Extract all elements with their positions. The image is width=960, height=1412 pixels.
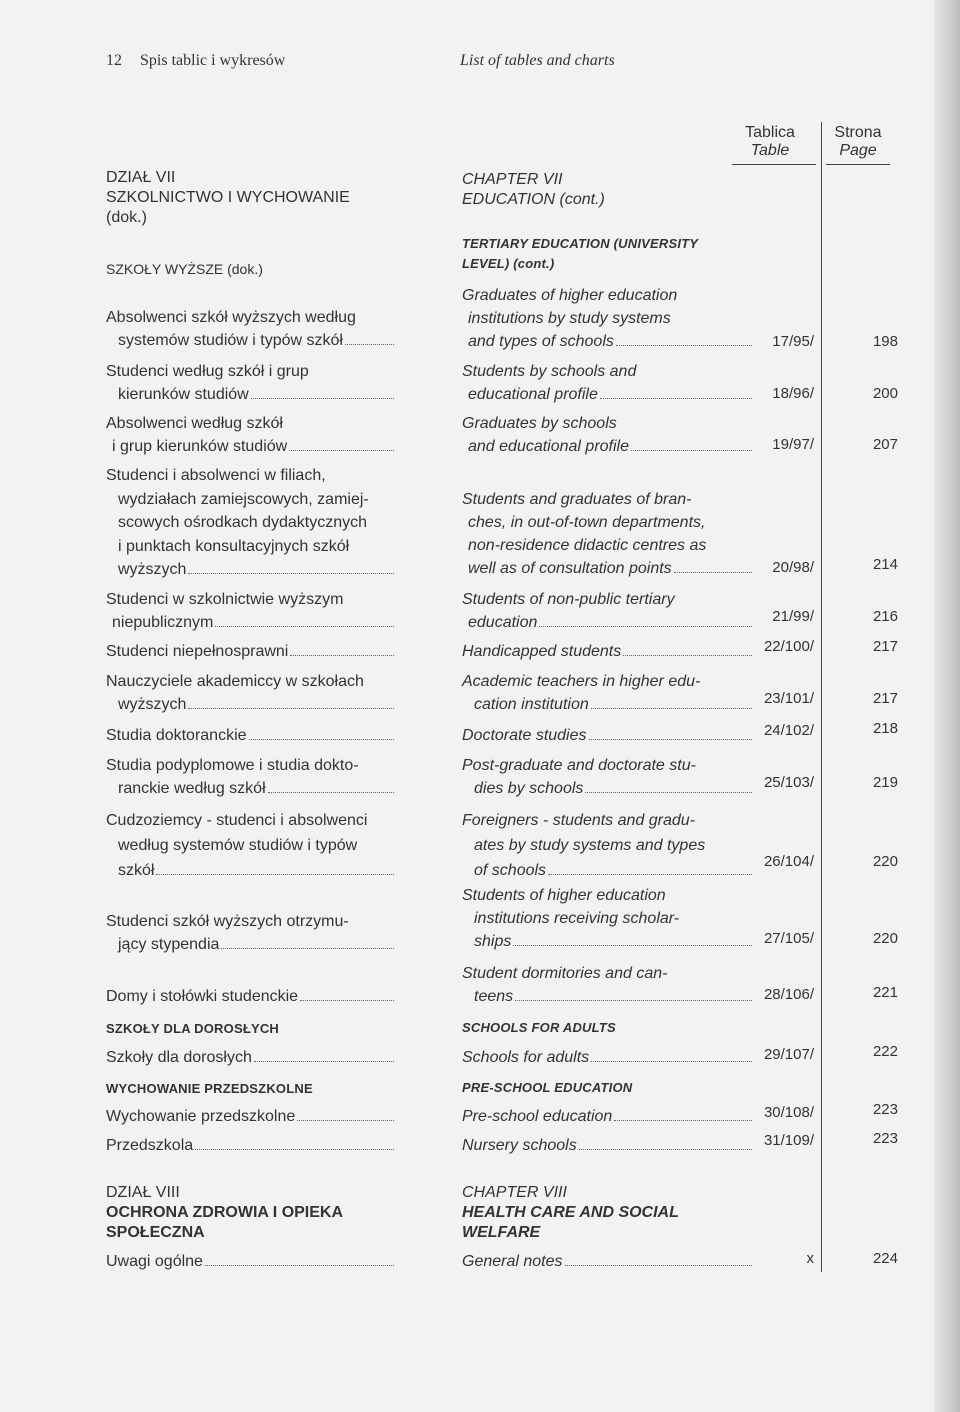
column-header-table bbox=[728, 124, 812, 160]
leader-dots bbox=[205, 1265, 394, 1266]
entry-pl-line bbox=[106, 435, 396, 458]
entry-en-text: ships bbox=[474, 933, 512, 950]
leader-dots bbox=[345, 344, 394, 345]
page-ref: 216 bbox=[872, 608, 898, 625]
entry-pl-text: jący stypendia bbox=[118, 936, 220, 953]
entry-en-line: Students by schools and bbox=[462, 363, 637, 380]
entry-en bbox=[462, 1250, 754, 1273]
section-preschool-pl: WYCHOWANIE PRZEDSZKOLNE bbox=[106, 1081, 313, 1096]
table-number: 19/97/ bbox=[772, 436, 814, 453]
entry-pl-text: Szkoły dla dorosłych bbox=[106, 1049, 252, 1066]
section-adults-en: SCHOOLS FOR ADULTS bbox=[462, 1020, 616, 1035]
entry-en-text: educational profile bbox=[468, 386, 598, 403]
running-title-en: List of tables and charts bbox=[460, 52, 615, 69]
entry-en bbox=[462, 670, 754, 716]
entry-en-text: Doctorate studies bbox=[462, 727, 587, 744]
chapter8-pl-title-line: OCHRONA ZDROWIA I OPIEKA bbox=[106, 1204, 344, 1221]
entry-pl-line bbox=[106, 724, 396, 747]
entry-en bbox=[462, 1105, 754, 1128]
entry-pl-line: i punktach konsultacyjnych szkół bbox=[118, 537, 350, 555]
column-header-tablica: Tablica bbox=[745, 124, 795, 141]
entry-en bbox=[462, 1046, 754, 1069]
entry-en-line: Students of higher education bbox=[462, 887, 666, 904]
entry-pl-text: Uwagi ogólne bbox=[106, 1253, 203, 1270]
entry-en-line: ches, in out-of-town departments, bbox=[468, 514, 706, 531]
leader-dots bbox=[565, 1265, 752, 1266]
entry-en bbox=[462, 360, 754, 406]
entry-pl-line bbox=[106, 777, 396, 800]
entry-pl bbox=[106, 1046, 396, 1069]
entry-en-line bbox=[462, 930, 754, 953]
table-number: 31/109/ bbox=[763, 1132, 814, 1149]
entry-en bbox=[462, 284, 754, 353]
entry-pl-text: niepublicznym bbox=[112, 614, 214, 631]
chapter8-en-heading bbox=[462, 1183, 754, 1243]
entry-en bbox=[462, 808, 754, 883]
entry-pl bbox=[106, 306, 396, 352]
entry-en-line: ates by study systems and types bbox=[474, 837, 706, 854]
entry-en-text: and types of schools bbox=[468, 333, 614, 350]
entry-pl-line: Studenci i absolwenci w filiach, bbox=[106, 467, 326, 484]
entry-en bbox=[462, 640, 754, 663]
chapter8-pl-title-line: SPOŁECZNA bbox=[106, 1224, 205, 1241]
entry-pl-text: i grup kierunków studiów bbox=[112, 438, 288, 455]
leader-dots bbox=[300, 1000, 394, 1001]
entry-pl-line bbox=[106, 1046, 396, 1069]
entry-pl bbox=[106, 985, 396, 1008]
leader-dots bbox=[515, 1000, 752, 1001]
entry-pl-text: Przedszkola bbox=[106, 1137, 194, 1154]
leader-dots bbox=[215, 626, 394, 627]
entry-pl-text: ranckie według szkół bbox=[118, 780, 266, 797]
entry-pl-text: wyższych bbox=[118, 561, 187, 578]
leader-dots bbox=[156, 874, 394, 875]
page-ref: 220 bbox=[872, 853, 898, 870]
entry-en-text: cation institution bbox=[474, 696, 589, 713]
leader-dots bbox=[188, 708, 394, 709]
entry-pl-line bbox=[106, 1134, 396, 1157]
entry-pl bbox=[106, 724, 396, 747]
entry-pl-line: Studenci w szkolnictwie wyższym bbox=[106, 591, 344, 608]
entry-en-line bbox=[462, 724, 754, 747]
entry-pl-line bbox=[106, 611, 396, 634]
entry-en-line: Student dormitories and can- bbox=[462, 965, 668, 982]
table-number: 20/98/ bbox=[772, 559, 814, 576]
entry-en bbox=[462, 962, 754, 1008]
leader-dots bbox=[616, 345, 752, 346]
entry-pl bbox=[106, 1134, 396, 1157]
entry-en bbox=[462, 488, 754, 580]
entry-pl-line: Studia podyplomowe i studia dokto- bbox=[106, 757, 359, 774]
table-number: 21/99/ bbox=[772, 608, 814, 625]
entry-pl-text: systemów studiów i typów szkół bbox=[118, 332, 343, 349]
entry-pl-line: Studenci według szkół i grup bbox=[106, 363, 309, 380]
section-adults-pl: SZKOŁY DLA DOROSŁYCH bbox=[106, 1021, 280, 1036]
table-number: 23/101/ bbox=[763, 690, 814, 707]
leader-dots bbox=[614, 1120, 752, 1121]
entry-pl-line: Absolwenci według szkół bbox=[106, 415, 283, 432]
chapter7-pl-title: SZKOLNICTWO I WYCHOWANIE bbox=[106, 189, 350, 206]
entry-pl-line: Absolwenci szkół wyższych według bbox=[106, 309, 356, 326]
page-ref: 217 bbox=[872, 690, 898, 707]
page-ref: 200 bbox=[872, 385, 898, 402]
page-ref: 221 bbox=[872, 984, 898, 1001]
entry-pl bbox=[106, 910, 396, 956]
section-tertiary-pl: SZKOŁY WYŻSZE (dok.) bbox=[106, 261, 263, 277]
entry-en-line bbox=[462, 611, 754, 634]
entry-pl-line bbox=[106, 640, 396, 663]
chapter7-pl-cont: (dok.) bbox=[106, 209, 147, 226]
entry-en-text: Handicapped students bbox=[462, 643, 622, 660]
leader-dots bbox=[251, 398, 394, 399]
entry-en-line bbox=[462, 858, 754, 883]
entry-pl-text: Domy i stołówki studenckie bbox=[106, 988, 299, 1005]
chapter8-pl-label: DZIAŁ VIII bbox=[106, 1184, 180, 1201]
entry-en bbox=[462, 1134, 754, 1157]
entry-pl-line bbox=[106, 1105, 396, 1128]
table-number: 17/95/ bbox=[772, 333, 814, 350]
entry-en-line bbox=[462, 383, 754, 406]
entry-en-line: Students and graduates of bran- bbox=[462, 491, 692, 508]
chapter8-en-label: CHAPTER VIII bbox=[462, 1184, 567, 1201]
entry-en bbox=[462, 412, 754, 458]
chapter8-en-title-line: WELFARE bbox=[462, 1224, 541, 1241]
entry-pl-text: Studenci niepełnosprawni bbox=[106, 643, 289, 660]
leader-dots bbox=[589, 739, 752, 740]
entry-en bbox=[462, 754, 754, 800]
leader-dots bbox=[249, 739, 394, 740]
entry-en-line bbox=[462, 640, 754, 663]
leader-dots bbox=[539, 626, 752, 627]
leader-dots bbox=[591, 1061, 752, 1062]
entry-en-line bbox=[462, 557, 754, 580]
chapter7-pl-heading bbox=[106, 168, 396, 228]
entry-en-line bbox=[462, 693, 754, 716]
entry-en-line bbox=[462, 330, 754, 353]
entry-en-line bbox=[462, 985, 754, 1008]
table-number: 27/105/ bbox=[763, 930, 814, 947]
table-number: x bbox=[806, 1250, 814, 1267]
leader-dots bbox=[600, 398, 752, 399]
entry-en-text: Pre-school education bbox=[462, 1108, 613, 1125]
leader-dots bbox=[297, 1120, 394, 1121]
chapter8-en-title-line: HEALTH CARE AND SOCIAL bbox=[462, 1204, 679, 1221]
chapter7-en-label: CHAPTER VII bbox=[462, 171, 563, 188]
column-divider bbox=[821, 122, 822, 1272]
entry-en-text: Schools for adults bbox=[462, 1049, 590, 1066]
table-number: 25/103/ bbox=[763, 774, 814, 791]
entry-pl bbox=[106, 670, 396, 716]
entry-en-line: Graduates by schools bbox=[462, 415, 617, 432]
section-preschool-en: PRE-SCHOOL EDUCATION bbox=[462, 1080, 633, 1095]
entry-en-line: non-residence didactic centres as bbox=[468, 537, 707, 554]
section-tertiary-en-line1: TERTIARY EDUCATION (UNIVERSITY bbox=[462, 236, 699, 251]
entry-pl-text: Wychowanie przedszkolne bbox=[106, 1108, 296, 1125]
entry-pl-text: kierunków studiów bbox=[118, 386, 249, 403]
section-tertiary-en-line2: LEVEL) (cont.) bbox=[462, 256, 555, 271]
entry-en-line: Students of non-public tertiary bbox=[462, 591, 675, 608]
entry-en-line bbox=[462, 1134, 754, 1157]
entry-en-line: Academic teachers in higher edu- bbox=[462, 673, 701, 690]
entry-pl-line bbox=[106, 693, 396, 716]
entry-en-text: education bbox=[468, 614, 538, 631]
leader-dots bbox=[195, 1149, 394, 1150]
page-ref: 220 bbox=[872, 930, 898, 947]
entry-en-text: General notes bbox=[462, 1253, 563, 1270]
chapter7-pl-label: DZIAŁ VII bbox=[106, 169, 176, 186]
entry-pl bbox=[106, 754, 396, 800]
table-number: 22/100/ bbox=[763, 638, 814, 655]
column-header-page-en: Page bbox=[839, 142, 877, 159]
page-ref: 222 bbox=[872, 1043, 898, 1060]
entry-pl bbox=[106, 588, 396, 634]
entry-pl-line: według systemów studiów i typów bbox=[118, 837, 358, 854]
entry-pl-line: Nauczyciele akademiccy w szkołach bbox=[106, 673, 364, 690]
leader-dots bbox=[221, 948, 394, 949]
entry-pl-line bbox=[106, 383, 396, 406]
entry-pl bbox=[106, 1105, 396, 1128]
leader-dots bbox=[188, 573, 394, 574]
entry-en-line: Foreigners - students and gradu- bbox=[462, 812, 696, 829]
page-ref: 223 bbox=[872, 1101, 898, 1118]
header-rule-left bbox=[732, 164, 816, 165]
chapter8-pl-heading bbox=[106, 1183, 396, 1243]
entry-pl-line: Cudzoziemcy - studenci i absolwenci bbox=[106, 812, 368, 829]
leader-dots bbox=[579, 1149, 752, 1150]
entry-pl-line bbox=[106, 858, 396, 883]
entry-en-text: teens bbox=[474, 988, 514, 1005]
running-title-pl: Spis tablic i wykresów bbox=[140, 52, 286, 69]
entry-pl-line bbox=[106, 558, 396, 582]
page-ref: 214 bbox=[872, 556, 898, 573]
page-ref: 223 bbox=[872, 1130, 898, 1147]
entry-en-line bbox=[462, 777, 754, 800]
entry-en-line bbox=[462, 1046, 754, 1069]
page-number: 12 bbox=[106, 52, 122, 69]
entry-pl bbox=[106, 808, 396, 883]
page-ref: 218 bbox=[872, 720, 898, 737]
entry-pl bbox=[106, 360, 396, 406]
entry-en-text: well as of consultation points bbox=[468, 560, 672, 577]
entry-en-text: and educational profile bbox=[468, 438, 630, 455]
entry-en-line: Post-graduate and doctorate stu- bbox=[462, 757, 696, 774]
entry-en-text: Nursery schools bbox=[462, 1137, 577, 1154]
entry-en-text: of schools bbox=[474, 862, 547, 879]
column-header-table-en: Table bbox=[750, 142, 790, 159]
entry-en bbox=[462, 588, 754, 634]
entry-pl-line bbox=[106, 985, 396, 1008]
leader-dots bbox=[254, 1061, 394, 1062]
page-ref: 224 bbox=[872, 1250, 898, 1267]
leader-dots bbox=[513, 945, 752, 946]
entry-pl bbox=[106, 1250, 396, 1273]
page-edge-shadow bbox=[934, 0, 960, 1412]
table-number: 30/108/ bbox=[763, 1104, 814, 1121]
entry-pl-line bbox=[106, 933, 396, 956]
page-ref: 198 bbox=[872, 333, 898, 350]
page-ref: 207 bbox=[872, 436, 898, 453]
entry-en bbox=[462, 724, 754, 747]
entry-en-line: institutions by study systems bbox=[468, 310, 671, 327]
entry-pl-line bbox=[106, 1250, 396, 1273]
entry-en-line bbox=[462, 1250, 754, 1273]
entry-en bbox=[462, 884, 754, 953]
leader-dots bbox=[290, 655, 394, 656]
chapter7-en-heading bbox=[462, 170, 754, 210]
table-number: 18/96/ bbox=[772, 385, 814, 402]
table-number: 29/107/ bbox=[763, 1046, 814, 1063]
leader-dots bbox=[591, 708, 752, 709]
entry-en-line bbox=[462, 1105, 754, 1128]
leader-dots bbox=[289, 450, 394, 451]
leader-dots bbox=[585, 792, 752, 793]
leader-dots bbox=[623, 655, 752, 656]
entry-pl-text: szkół bbox=[118, 862, 155, 879]
leader-dots bbox=[268, 792, 394, 793]
column-header-strona: Strona bbox=[834, 124, 882, 141]
entry-en-line: Graduates of higher education bbox=[462, 287, 678, 304]
entry-pl bbox=[106, 412, 396, 458]
entry-pl bbox=[106, 464, 396, 582]
entry-pl-text: wyższych bbox=[118, 696, 187, 713]
entry-pl-line: Studenci szkół wyższych otrzymu- bbox=[106, 913, 349, 930]
entry-pl-line: scowych ośrodkach dydaktycznych bbox=[118, 514, 367, 531]
leader-dots bbox=[631, 450, 752, 451]
table-number: 24/102/ bbox=[763, 722, 814, 739]
entry-en-text: dies by schools bbox=[474, 780, 584, 797]
page-ref: 217 bbox=[872, 638, 898, 655]
table-number: 28/106/ bbox=[763, 986, 814, 1003]
entry-en-line bbox=[462, 435, 754, 458]
column-header-page bbox=[826, 124, 890, 160]
leader-dots bbox=[548, 874, 752, 875]
chapter7-en-title: EDUCATION (cont.) bbox=[462, 191, 605, 208]
entry-en-line: institutions receiving scholar- bbox=[474, 910, 680, 927]
section-tertiary-en bbox=[462, 234, 754, 274]
entry-pl bbox=[106, 640, 396, 663]
page-ref: 219 bbox=[872, 774, 898, 791]
header-rule-right bbox=[826, 164, 890, 165]
entry-pl-line bbox=[106, 329, 396, 352]
entry-pl-text: Studia doktoranckie bbox=[106, 727, 247, 744]
entry-pl-line: wydziałach zamiejscowych, zamiej- bbox=[118, 490, 369, 508]
table-number: 26/104/ bbox=[763, 853, 814, 870]
